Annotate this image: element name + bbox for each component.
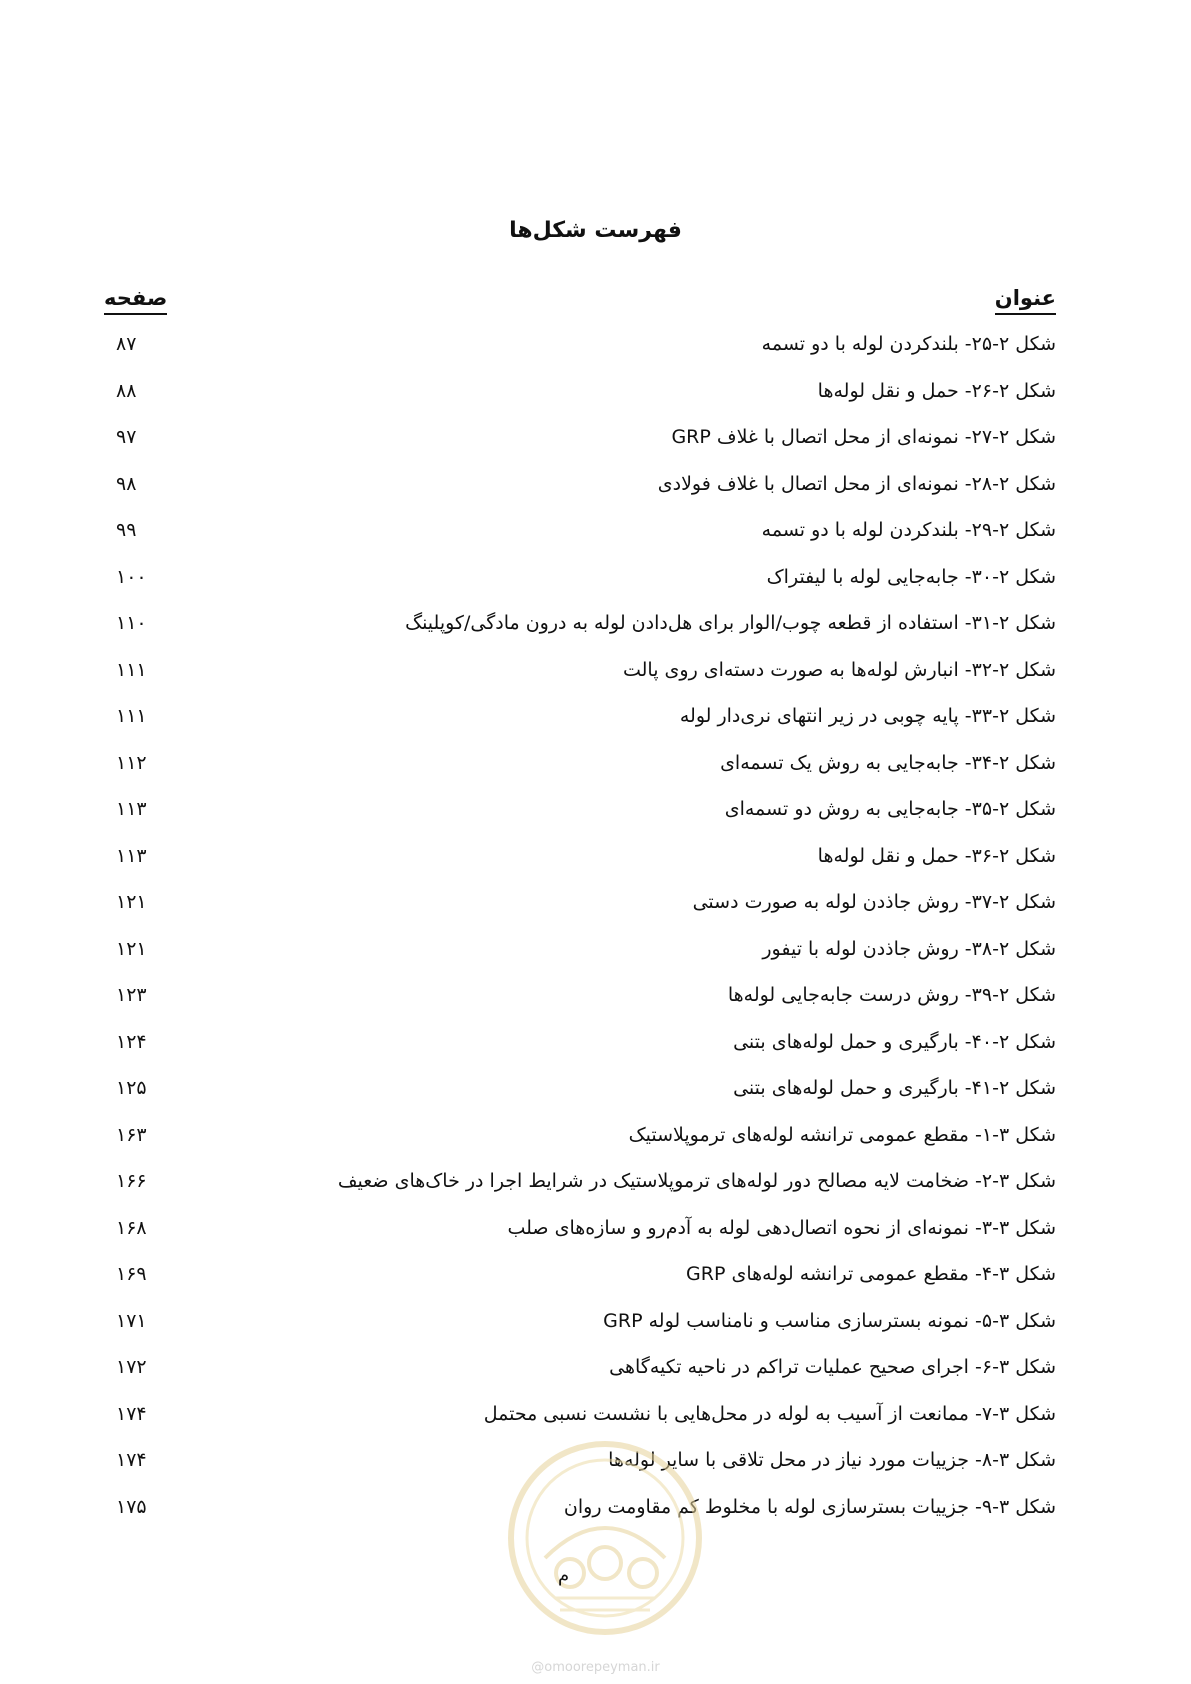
figure-title: شکل ۲-۲۷- نمونه‌ای از محل اتصال با غلاف GRP xyxy=(671,426,1056,448)
list-item xyxy=(0,1214,1191,1261)
list-item xyxy=(0,702,1191,749)
list-item xyxy=(0,795,1191,842)
figure-title: شکل ۲-۳۸- روش جاذدن لوله با تیفور xyxy=(762,937,1056,960)
figure-title: شکل ۲-۲۹- بلندکردن لوله با دو تسمه xyxy=(761,519,1056,541)
page-column-header: صفحه xyxy=(104,284,167,315)
figure-page-number: ۸۷ xyxy=(116,333,137,355)
figure-title: شکل ۲-۲۶- حمل و نقل لوله‌ها xyxy=(817,379,1056,402)
list-item xyxy=(0,563,1191,610)
figure-page-number: ۱۲۴ xyxy=(116,1030,147,1053)
figure-page-number: ۹۸ xyxy=(116,472,137,495)
figure-title: شکل ۲-۳۴- جابه‌جایی به روش یک تسمه‌ای xyxy=(720,751,1056,774)
list-item xyxy=(0,749,1191,796)
figure-page-number: ۱۲۱ xyxy=(116,937,147,960)
figure-page-number: ۱۷۲ xyxy=(116,1356,147,1378)
list-item xyxy=(0,1260,1191,1307)
figure-page-number: ۹۹ xyxy=(116,519,137,541)
list-item xyxy=(0,423,1191,470)
figure-page-number: ۱۱۱ xyxy=(116,705,147,727)
figure-title: شکل ۳-۲- ضخامت لایه مصالح دور لوله‌های ترموپلاستیک در شرایط اجرا در خاک‌های ضعیف xyxy=(337,1170,1056,1192)
figure-title: شکل ۳-۴- مقطع عمومی ترانشه لوله‌های GRP xyxy=(686,1263,1056,1285)
figure-page-number: ۸۸ xyxy=(116,379,137,402)
figure-title: شکل ۲-۳۷- روش جاذدن لوله به صورت دستی xyxy=(692,891,1056,913)
list-item xyxy=(0,842,1191,889)
figure-title: شکل ۲-۳۳- پایه چوبی در زیر انتهای نری‌دار لوله xyxy=(679,705,1056,727)
figure-page-number: ۱۲۱ xyxy=(116,891,147,913)
figure-page-number: ۱۷۴ xyxy=(116,1402,147,1425)
list-item xyxy=(0,1028,1191,1075)
figure-title: شکل ۳-۶- اجرای صحیح عملیات تراکم در ناحیه تکیه‌گاهی xyxy=(609,1356,1056,1378)
figure-page-number: ۱۲۵ xyxy=(116,1077,147,1099)
list-item xyxy=(0,470,1191,517)
figure-title: شکل ۳-۱- مقطع عمومی ترانشه لوله‌های ترموپلاستیک xyxy=(628,1123,1056,1146)
list-item xyxy=(0,377,1191,424)
list-item xyxy=(0,656,1191,703)
figure-title: شکل ۲-۳۵- جابه‌جایی به روش دو تسمه‌ای xyxy=(724,798,1056,820)
figure-page-number: ۱۱۲ xyxy=(116,751,147,774)
list-item xyxy=(0,609,1191,656)
figure-title: شکل ۲-۳۶- حمل و نقل لوله‌ها xyxy=(817,844,1056,867)
page-title: فهرست شکل‌ها xyxy=(509,218,682,243)
list-item xyxy=(0,1353,1191,1400)
figure-list xyxy=(0,330,1191,1539)
figure-page-number: ۱۶۳ xyxy=(116,1123,147,1146)
figure-title: شکل ۳-۳- نمونه‌ای از نحوه اتصال‌دهی لوله به آدم‌رو و سازه‌های صلب xyxy=(507,1216,1056,1239)
list-item xyxy=(0,1307,1191,1354)
list-item xyxy=(0,1121,1191,1168)
figure-title: شکل ۲-۲۵- بلندکردن لوله با دو تسمه xyxy=(761,333,1056,355)
title-column-header: عنوان xyxy=(995,284,1056,315)
figure-page-number: ۱۱۳ xyxy=(116,844,147,867)
list-item xyxy=(0,1167,1191,1214)
figure-page-number: ۱۷۱ xyxy=(116,1309,147,1332)
list-item xyxy=(0,935,1191,982)
watermark-seal-icon xyxy=(505,1438,705,1638)
figure-title: شکل ۲-۳۰- جابه‌جایی لوله با لیفتراک xyxy=(766,565,1056,588)
figure-title: شکل ۲-۴۱- بارگیری و حمل لوله‌های بتنی xyxy=(733,1077,1056,1099)
page-number: م xyxy=(558,1565,570,1586)
figure-title: شکل ۲-۳۹- روش درست جابه‌جایی لوله‌ها xyxy=(727,984,1056,1006)
figure-page-number: ۱۱۱ xyxy=(116,658,147,681)
figure-page-number: ۱۷۵ xyxy=(116,1495,147,1518)
figure-page-number: ۱۱۳ xyxy=(116,798,147,820)
figure-page-number: ۱۶۶ xyxy=(116,1170,147,1192)
list-item xyxy=(0,1074,1191,1121)
list-item xyxy=(0,516,1191,563)
figure-title: شکل ۳-۹- جزییات بسترسازی لوله با مخلوط کم مقاومت روان xyxy=(563,1495,1056,1518)
list-item xyxy=(0,330,1191,377)
figure-page-number: ۱۲۳ xyxy=(116,984,147,1006)
figure-title: شکل ۲-۳۱- استفاده از قطعه چوب/الوار برای هل‌دادن لوله به درون مادگی/کوپلینگ xyxy=(405,612,1056,634)
figure-page-number: ۹۷ xyxy=(116,426,137,448)
figure-page-number: ۱۱۰ xyxy=(116,612,147,634)
figure-page-number: ۱۶۸ xyxy=(116,1216,147,1239)
figure-title: شکل ۲-۴۰- بارگیری و حمل لوله‌های بتنی xyxy=(733,1030,1056,1053)
list-item xyxy=(0,981,1191,1028)
figure-title: شکل ۲-۲۸- نمونه‌ای از محل اتصال با غلاف فولادی xyxy=(657,472,1056,495)
list-item xyxy=(0,888,1191,935)
figure-title: شکل ۲-۳۲- انبارش لوله‌ها به صورت دسته‌ای روی پالت xyxy=(622,658,1056,681)
figure-title: شکل ۳-۸- جزییات مورد نیاز در محل تلاقی با سایر لوله‌ها xyxy=(608,1449,1056,1471)
figure-page-number: ۱۰۰ xyxy=(116,565,147,588)
figure-page-number: ۱۶۹ xyxy=(116,1263,147,1285)
watermark-handle: @omoorepeyman.ir xyxy=(531,1660,660,1675)
figure-title: شکل ۳-۵- نمونه بسترسازی مناسب و نامناسب لوله GRP xyxy=(603,1309,1056,1332)
figure-page-number: ۱۷۴ xyxy=(116,1449,147,1471)
figure-title: شکل ۳-۷- ممانعت از آسیب به لوله در محل‌هایی با نشست نسبی محتمل xyxy=(483,1402,1056,1425)
